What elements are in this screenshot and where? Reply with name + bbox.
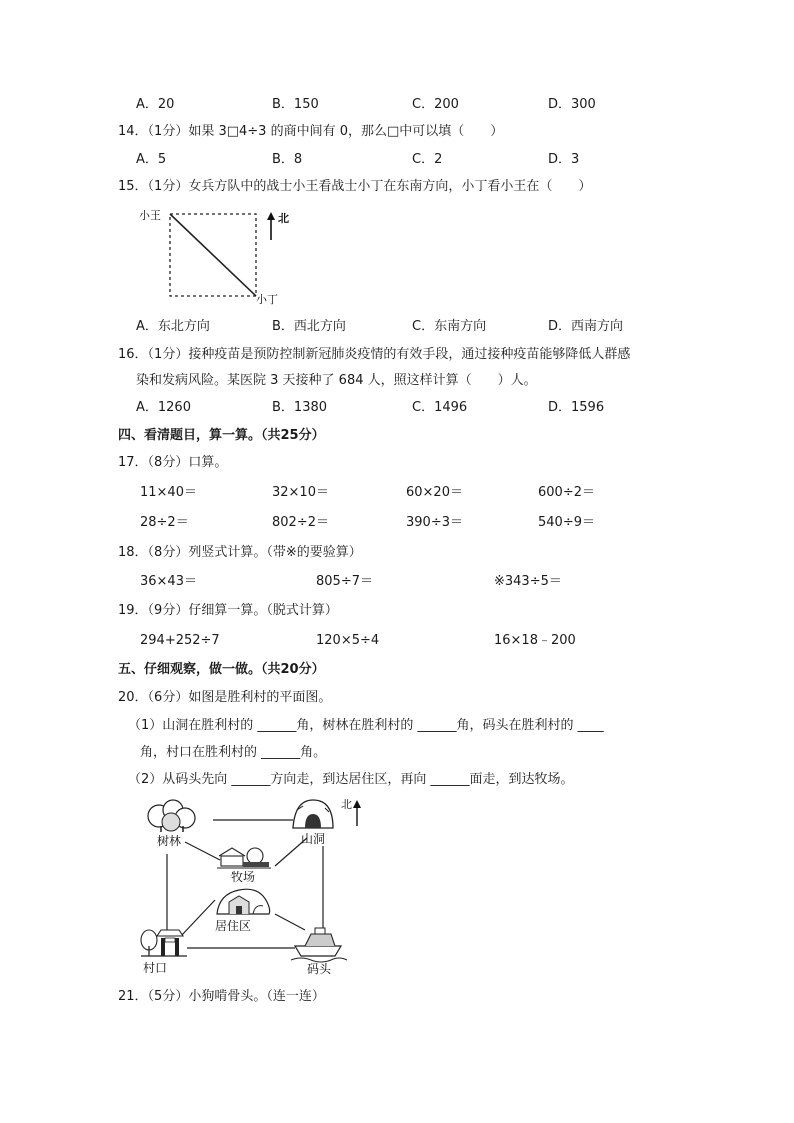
q13-option-a: A．20 [136, 97, 175, 112]
section-4-title: 四、看清题目，算一算。（共25分） [118, 428, 325, 443]
north-label: 北 [341, 798, 352, 811]
q17-item: 600÷2＝ [538, 485, 595, 500]
path-residential-dock [275, 914, 305, 930]
q17-item: 28÷2＝ [140, 515, 189, 530]
q14-option-d: D．3 [548, 152, 580, 167]
q18-item: 36×43＝ [140, 574, 197, 589]
north-arrowhead-icon [353, 800, 361, 808]
label-xiaowang: 小王 [139, 209, 161, 222]
forest-label: 树林 [157, 834, 182, 848]
village-entrance-icon [141, 930, 187, 956]
path-forest-ranch [185, 842, 220, 860]
dock-label: 码头 [307, 962, 332, 976]
q15-direction-figure [138, 206, 298, 306]
q18-stem: 18．（8分）列竖式计算。（带※的要验算） [118, 545, 362, 560]
section-5-title: 五、仔细观察，做一做。（共20分） [118, 662, 325, 677]
q20-part1-line1: （1）山洞在胜利村的 ______角，树林在胜利村的 ______角，码头在胜利村的 ____ [128, 718, 604, 733]
dock-icon [291, 928, 347, 962]
q20-part1-line2: 角，村口在胜利村的 ______角。 [140, 745, 327, 760]
q15-option-a: A．东北方向 [136, 319, 210, 334]
q17-item: 60×20＝ [406, 485, 463, 500]
village-map [135, 796, 365, 978]
cave-icon [293, 800, 333, 828]
path-residential-entrance [181, 900, 215, 936]
q19-item: 120×5÷4 [316, 633, 380, 648]
q15-option-d: D．西南方向 [548, 319, 624, 334]
q17-stem: 17．（8分）口算。 [118, 455, 228, 470]
cave-label: 山洞 [301, 832, 326, 846]
q18-item: ※343÷5＝ [494, 574, 562, 589]
residential-icon [217, 889, 270, 914]
q16-stem-line2: 染和发病风险。某医院 3 天接种了 684 人，照这样计算（ ）人。 [136, 373, 537, 388]
q16-stem-line1: 16．（1分）接种疫苗是预防控制新冠肺炎疫情的有效手段，通过接种疫苗能够降低人群感 [118, 347, 631, 362]
q17-item: 32×10＝ [272, 485, 329, 500]
q17-item: 802÷2＝ [272, 515, 329, 530]
q14-option-c: C．2 [412, 152, 443, 167]
q19-stem: 19．（9分）仔细算一算。（脱式计算） [118, 603, 338, 618]
q15-option-c: C．东南方向 [412, 319, 487, 334]
q14-stem: 14．（1分）如果 3□4÷3 的商中间有 0，那么□中可以填（ ） [118, 124, 504, 139]
forest-icon [148, 800, 195, 832]
ranch-label: 牧场 [231, 870, 256, 884]
q20-stem: 20．（6分）如图是胜利村的平面图。 [118, 690, 332, 705]
q13-option-b: B．150 [272, 97, 319, 112]
label-xiaoding: 小丁 [256, 293, 278, 306]
q19-item: 294+252÷7 [140, 633, 220, 648]
q14-option-a: A．5 [136, 152, 167, 167]
residential-label: 居住区 [215, 919, 252, 933]
q17-item: 11×40＝ [140, 485, 197, 500]
q20-part2: （2）从码头先向 ______方向走，到达居住区，再向 ______面走，到达牧场。 [128, 772, 574, 787]
q13-option-c: C．200 [412, 97, 459, 112]
q19-item: 16×18﹣200 [494, 633, 576, 648]
q13-option-d: D．300 [548, 97, 596, 112]
q16-option-d: D．1596 [548, 400, 605, 415]
village-entrance-label: 村口 [143, 961, 168, 975]
q16-option-c: C．1496 [412, 400, 468, 415]
q16-option-b: B．1380 [272, 400, 328, 415]
q18-item: 805÷7＝ [316, 574, 373, 589]
q16-option-a: A．1260 [136, 400, 191, 415]
q14-option-b: B．8 [272, 152, 303, 167]
ranch-icon [217, 848, 271, 868]
diagonal-line [170, 214, 256, 296]
q17-item: 390÷3＝ [406, 515, 463, 530]
q21-stem: 21．（5分）小狗啃骨头。（连一连） [118, 989, 325, 1004]
north-arrowhead-icon [267, 212, 275, 220]
q17-item: 540÷9＝ [538, 515, 595, 530]
q15-option-b: B．西北方向 [272, 319, 346, 334]
q15-stem: 15．（1分）女兵方队中的战士小王看战士小丁在东南方向，小丁看小王在（ ） [118, 179, 592, 194]
north-label: 北 [278, 212, 289, 225]
